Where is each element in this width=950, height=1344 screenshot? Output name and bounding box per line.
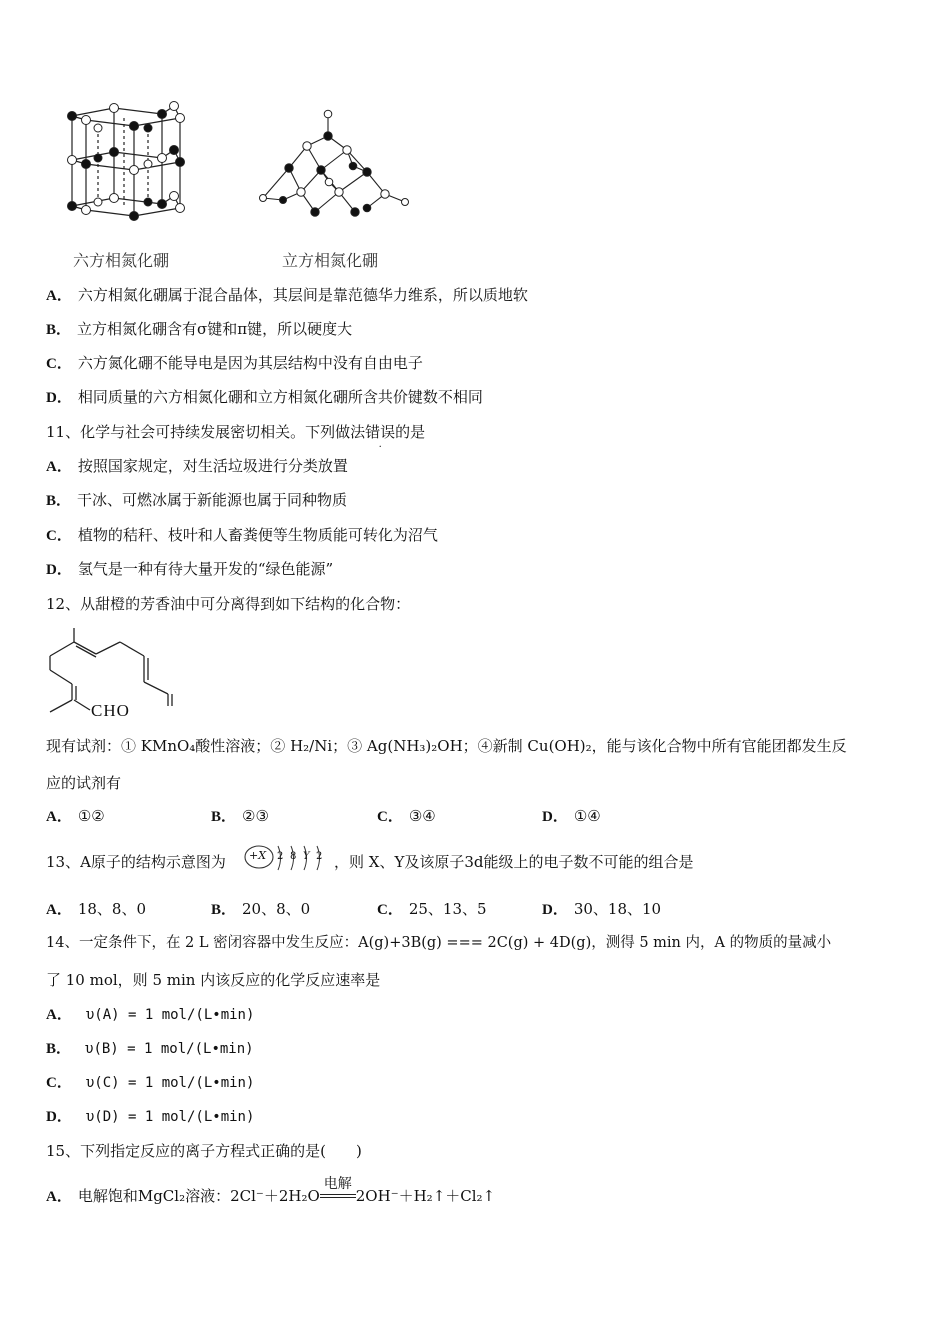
atom-nucleus-charge: +X: [249, 849, 267, 862]
shell-1-count: 2: [277, 851, 284, 862]
q10-option-a[interactable]: [46, 285, 528, 306]
q13-option-b-text: 20、8、0: [242, 900, 311, 918]
q12-option-a-label: A．: [46, 809, 72, 825]
q14-option-b-label: B．: [46, 1041, 72, 1057]
q12-option-d-label: D．: [542, 809, 568, 825]
electrolysis-arrow: [320, 1176, 356, 1206]
q14-option-b[interactable]: [46, 1038, 254, 1059]
q11-stem-pre: 11、化学与社会可持续发展密切相关。下列做法: [46, 423, 366, 441]
q11-option-a[interactable]: [46, 456, 348, 477]
q12-option-b[interactable]: [211, 806, 269, 827]
q15-stem: 15、下列指定反应的离子方程式正确的是( ): [46, 1142, 362, 1160]
q13-option-b-label: B．: [211, 902, 237, 918]
q14-option-c[interactable]: [46, 1072, 254, 1093]
q11-option-b-label: B．: [46, 493, 72, 509]
q11-option-c[interactable]: [46, 525, 438, 546]
q12-option-c-label: C．: [377, 809, 403, 825]
q10-option-b-label: B．: [46, 322, 72, 338]
q14-option-d[interactable]: [46, 1106, 254, 1127]
q14-option-c-text: υ(C) = 1 mol/(L•min): [85, 1075, 255, 1091]
q10-option-d-text: 相同质量的六方相氮化硼和立方相氮化硼所含共价键数不相同: [77, 388, 483, 406]
q13-option-b[interactable]: [211, 899, 310, 920]
q13-stem-post: ，则 X、Y及该原子3d能级上的电子数不可能的组合是: [334, 853, 694, 871]
q10-option-c[interactable]: [46, 353, 423, 374]
q13-stem-pre: 13、A原子的结构示意图为: [46, 853, 226, 871]
atom-structure-diagram: [244, 842, 330, 876]
q15-option-a[interactable]: [46, 1176, 496, 1207]
shell-4-count: 2: [316, 851, 323, 862]
q11-option-a-label: A．: [46, 459, 72, 475]
q14-stem-line1: 14、一定条件下，在 2 L 密闭容器中发生反应：A(g)+3B(g) === 2C(g) + 4D(g)，测得 5 min 内，A 的物质的量减小: [46, 935, 832, 951]
q12-option-a-text: ①②: [77, 807, 105, 825]
q13-option-a-text: 18、8、0: [77, 900, 147, 918]
q14-option-d-label: D．: [46, 1109, 72, 1125]
q11-option-d-text: 氢气是一种有待大量开发的“绿色能源”: [77, 560, 334, 578]
q13-option-c-label: C．: [377, 902, 403, 918]
cubic-bn-structure-figure: [255, 108, 415, 226]
shell-2-count: 8: [290, 851, 297, 862]
q13-option-d[interactable]: [542, 899, 661, 920]
q14-option-c-label: C．: [46, 1075, 72, 1091]
q15-option-a-text-post: 2OH⁻＋H₂↑＋Cl₂↑: [355, 1187, 496, 1205]
q10-option-c-label: C．: [46, 356, 72, 372]
q11-option-c-text: 植物的秸秆、枝叶和人畜粪便等生物质能可转化为沼气: [77, 526, 438, 544]
q11-option-c-label: C．: [46, 528, 72, 544]
q15-option-a-text-pre: 电解饱和MgCl₂溶液：2Cl⁻＋2H₂O: [77, 1187, 320, 1205]
q12-option-b-label: B．: [211, 809, 237, 825]
q12-cho-label: CHO: [91, 701, 130, 720]
q12-reagents-line2: 应的试剂有: [46, 774, 122, 792]
q11-option-a-text: 按照国家规定，对生活垃圾进行分类放置: [77, 457, 348, 475]
q11-option-b[interactable]: [46, 490, 347, 511]
q10-option-d[interactable]: [46, 387, 483, 408]
q12-option-a[interactable]: [46, 806, 105, 827]
q14-option-a[interactable]: [46, 1004, 254, 1025]
q10-option-d-label: D．: [46, 390, 72, 406]
q13-option-c[interactable]: [377, 899, 487, 920]
q11-option-b-text: 干冰、可燃冰属于新能源也属于同种物质: [77, 491, 348, 509]
q11-stem: [46, 422, 425, 442]
q10-option-a-text: 六方相氮化硼属于混合晶体，其层间是靠范德华力维系，所以质地软: [77, 286, 528, 304]
hexagonal-bn-caption: 六方相氮化硼: [73, 251, 170, 270]
q14-stem-line2: 了 10 mol，则 5 min 内该反应的化学反应速率是: [46, 971, 381, 989]
q12-option-b-text: ②③: [242, 807, 269, 825]
q13-option-a-label: A．: [46, 902, 72, 918]
shell-3-count: Y: [303, 851, 310, 862]
q10-option-b[interactable]: [46, 319, 352, 340]
q10-option-c-text: 六方氮化硼不能导电是因为其层结构中没有自由电子: [77, 354, 423, 372]
q11-option-d[interactable]: [46, 559, 333, 580]
q11-stem-emphasis: 错误: [365, 423, 396, 441]
q12-reagents-line1: 现有试剂：① KMnO₄酸性溶液；② H₂/Ni；③ Ag(NH₃)₂OH；④新制 Cu(OH)₂，能与该化合物中所有官能团都发生反: [46, 737, 847, 755]
q12-option-d-text: ①④: [573, 807, 601, 825]
q10-option-b-text: 立方相氮化硼含有σ键和π键，所以硬度大: [77, 320, 353, 338]
q14-option-a-text: υ(A) = 1 mol/(L•min): [85, 1007, 255, 1023]
q14-option-b-text: υ(B) = 1 mol/(L•min): [85, 1041, 254, 1057]
q14-option-d-text: υ(D) = 1 mol/(L•min): [85, 1109, 255, 1125]
q13-option-d-text: 30、18、10: [573, 900, 662, 918]
q15-option-a-label: A．: [46, 1189, 72, 1205]
q12-option-c[interactable]: [377, 806, 436, 827]
q13-option-c-text: 25、13、5: [408, 900, 487, 918]
q13-option-a[interactable]: [46, 899, 146, 920]
cubic-bn-caption: 立方相氮化硼: [282, 251, 379, 270]
q12-option-d[interactable]: [542, 806, 601, 827]
q11-option-d-label: D．: [46, 562, 72, 578]
q13-option-d-label: D．: [542, 902, 568, 918]
q10-option-a-label: A．: [46, 288, 72, 304]
q15-option-a-condition: 电解: [323, 1176, 352, 1192]
hexagonal-bn-structure-figure: [62, 98, 192, 228]
q12-stem: 12、从甜橙的芳香油中可分离得到如下结构的化合物：: [46, 595, 411, 613]
q11-stem-post: 的是: [395, 423, 426, 441]
q12-option-c-text: ③④: [408, 807, 436, 825]
q14-option-a-label: A．: [46, 1007, 72, 1023]
